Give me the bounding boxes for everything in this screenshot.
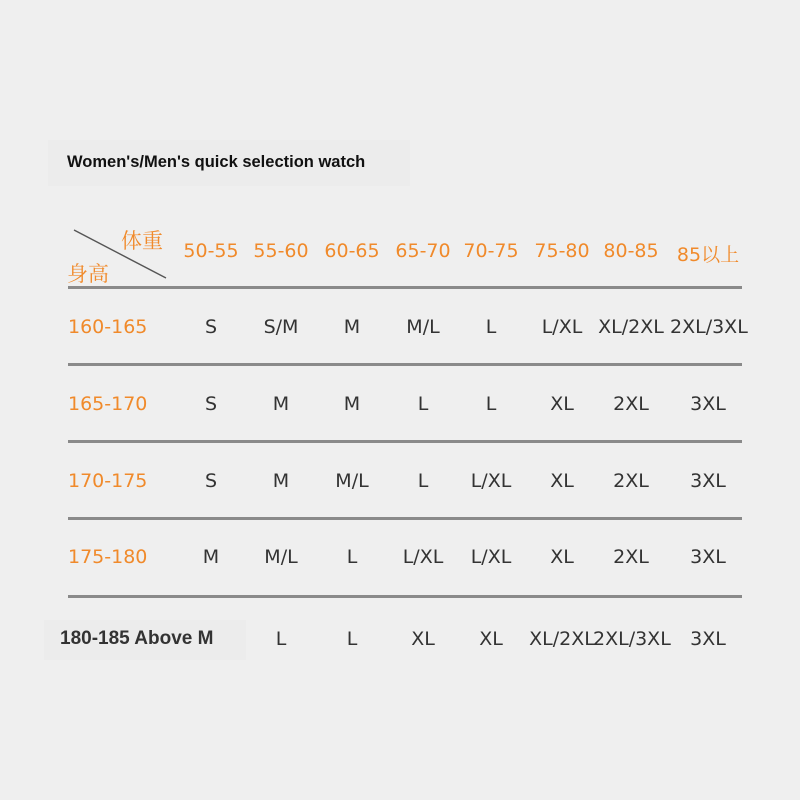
row-divider [68, 440, 742, 443]
size-cell: 2XL/3XL [593, 628, 671, 650]
size-cell: M [343, 316, 361, 338]
size-cell: M/L [264, 546, 298, 568]
size-cell: XL/2XL [598, 316, 664, 338]
size-cell: L/XL [470, 546, 512, 568]
height-axis-label: 身高 [67, 262, 109, 286]
size-cell: L [346, 628, 358, 650]
size-cell: L/XL [541, 316, 583, 338]
size-cell: M/L [406, 316, 440, 338]
size-cell: XL/2XL [529, 628, 595, 650]
size-cell: M [343, 393, 361, 415]
row-divider [68, 595, 742, 598]
size-cell: L [485, 393, 497, 415]
size-cell: 2XL [613, 393, 649, 415]
size-cell: M [272, 393, 290, 415]
size-cell: M [272, 470, 290, 492]
weight-column-header: 60-65 [324, 240, 380, 262]
size-cell: XL [411, 628, 435, 650]
size-cell: XL [550, 393, 574, 415]
size-cell: 2XL [613, 470, 649, 492]
row-divider [68, 286, 742, 289]
size-cell: 3XL [690, 470, 726, 492]
size-cell: L [275, 628, 287, 650]
weight-column-header: 70-75 [463, 240, 519, 262]
size-cell: L [417, 470, 429, 492]
size-cell: L [485, 316, 497, 338]
size-cell: M [202, 546, 220, 568]
weight-column-header: 75-80 [534, 240, 590, 262]
chart-title: Women's/Men's quick selection watch [67, 153, 366, 171]
size-cell: S [204, 393, 218, 415]
height-row-header: 175-180 [68, 546, 148, 568]
size-cell: 2XL/3XL [670, 316, 748, 338]
size-cell: L/XL [402, 546, 444, 568]
height-row-header: 170-175 [68, 470, 148, 492]
size-cell: M/L [335, 470, 369, 492]
size-cell: L/XL [470, 470, 512, 492]
height-row-header: 165-170 [68, 393, 148, 415]
weight-column-header: 65-70 [395, 240, 451, 262]
height-row-header: 160-165 [68, 316, 148, 338]
weight-column-header: 50-55 [183, 240, 239, 262]
weight-column-header: 85以上 [676, 244, 740, 266]
size-cell: S [204, 470, 218, 492]
size-cell: 2XL [613, 546, 649, 568]
size-cell: 3XL [690, 628, 726, 650]
size-cell: XL [479, 628, 503, 650]
size-cell: XL [550, 470, 574, 492]
size-cell: 3XL [690, 393, 726, 415]
size-cell: XL [550, 546, 574, 568]
weight-axis-label: 体重 [121, 229, 163, 253]
last-row-label: 180-185 Above M [60, 628, 214, 649]
size-cell: S [204, 316, 218, 338]
size-cell: 3XL [690, 546, 726, 568]
row-divider [68, 517, 742, 520]
weight-column-header: 55-60 [253, 240, 309, 262]
size-cell: L [417, 393, 429, 415]
size-cell: S/M [263, 316, 299, 338]
row-divider [68, 363, 742, 366]
weight-column-header: 80-85 [603, 240, 659, 262]
size-cell: L [346, 546, 358, 568]
